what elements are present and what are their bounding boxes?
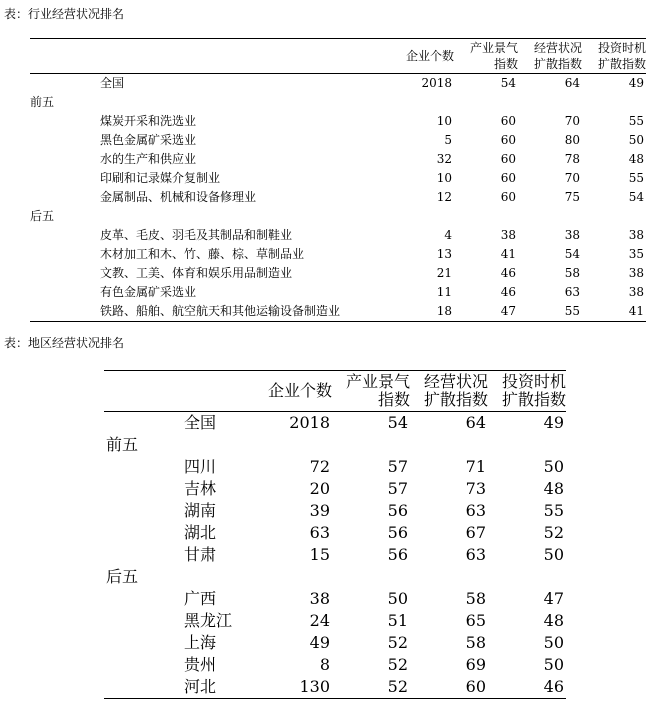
group-label: 后五 bbox=[30, 209, 55, 223]
prosperity-index-cell: 60 bbox=[500, 171, 516, 185]
column-header-count: 企业个数 bbox=[390, 39, 454, 74]
operation-index-cell: 73 bbox=[465, 479, 486, 498]
investment-index-cell: 35 bbox=[628, 247, 644, 261]
header-blank bbox=[30, 39, 390, 74]
investment-index-cell: 50 bbox=[628, 133, 644, 147]
table-row bbox=[104, 478, 566, 500]
investment-index-cell: 52 bbox=[543, 523, 564, 542]
table-row bbox=[30, 302, 646, 322]
prosperity-index-cell: 60 bbox=[500, 190, 516, 204]
count-cell: 63 bbox=[309, 523, 330, 542]
table-row bbox=[30, 188, 646, 207]
header-blank bbox=[104, 371, 254, 412]
operation-index-cell: 67 bbox=[465, 523, 486, 542]
investment-index-cell: 55 bbox=[628, 171, 644, 185]
group-label: 前五 bbox=[30, 95, 55, 109]
row-name-cell: 皮革、毛皮、羽毛及其制品和制鞋业 bbox=[100, 228, 293, 242]
row-name-cell: 上海 bbox=[184, 633, 217, 652]
prosperity-index-cell: 38 bbox=[500, 228, 516, 242]
operation-index-cell: 38 bbox=[564, 228, 580, 242]
table-row bbox=[104, 522, 566, 544]
table-row bbox=[30, 169, 646, 188]
count-cell: 38 bbox=[309, 589, 330, 608]
operation-index-cell: 69 bbox=[465, 655, 486, 674]
table-row bbox=[30, 283, 646, 302]
region-ranking-table bbox=[104, 370, 566, 699]
investment-index-cell: 38 bbox=[628, 285, 644, 299]
table-row bbox=[30, 264, 646, 283]
count-cell: 12 bbox=[436, 190, 452, 204]
count-cell: 10 bbox=[436, 171, 452, 185]
investment-index-cell: 50 bbox=[543, 457, 564, 476]
investment-index-cell: 55 bbox=[628, 114, 644, 128]
row-name-cell: 金属制品、机械和设备修理业 bbox=[100, 190, 257, 204]
investment-index-cell: 54 bbox=[628, 190, 644, 204]
group-header-row bbox=[30, 93, 646, 112]
investment-index-cell: 47 bbox=[543, 589, 564, 608]
table-row bbox=[30, 226, 646, 245]
table-row bbox=[104, 588, 566, 610]
table-row bbox=[104, 610, 566, 632]
operation-index-cell: 58 bbox=[564, 266, 580, 280]
prosperity-index-cell: 60 bbox=[500, 133, 516, 147]
prosperity-index-cell: 60 bbox=[500, 114, 516, 128]
prosperity-index-cell: 54 bbox=[500, 76, 516, 90]
count-cell: 20 bbox=[309, 479, 330, 498]
row-name-cell: 煤炭开采和洗选业 bbox=[100, 114, 197, 128]
region-header-row bbox=[104, 371, 566, 412]
operation-index-cell: 63 bbox=[465, 501, 486, 520]
table-row bbox=[104, 544, 566, 566]
column-header-prosperity: 产业景气 指数 bbox=[332, 371, 410, 412]
prosperity-index-cell: 52 bbox=[387, 655, 408, 674]
prosperity-index-cell: 46 bbox=[500, 266, 516, 280]
count-cell: 11 bbox=[436, 285, 452, 299]
group-header-row bbox=[104, 434, 566, 456]
count-cell: 10 bbox=[436, 114, 452, 128]
table-row bbox=[30, 112, 646, 131]
row-name-cell: 贵州 bbox=[184, 655, 217, 674]
operation-index-cell: 80 bbox=[564, 133, 580, 147]
investment-index-cell: 41 bbox=[582, 302, 646, 322]
table-row bbox=[30, 74, 646, 94]
count-cell: 5 bbox=[444, 133, 452, 147]
count-cell: 24 bbox=[309, 611, 330, 630]
operation-index-cell: 63 bbox=[465, 545, 486, 564]
count-cell: 130 bbox=[254, 676, 332, 699]
operation-index-cell: 70 bbox=[564, 114, 580, 128]
row-name-cell: 全国 bbox=[184, 413, 217, 432]
table-row bbox=[104, 676, 566, 699]
table-row bbox=[104, 654, 566, 676]
row-name-cell: 木材加工和木、竹、藤、棕、草制品业 bbox=[100, 247, 305, 261]
operation-index-cell: 55 bbox=[518, 302, 582, 322]
table-row bbox=[104, 632, 566, 654]
column-header-prosperity: 产业景气 指数 bbox=[454, 39, 518, 74]
column-header-count: 企业个数 bbox=[254, 371, 332, 412]
investment-index-cell: 49 bbox=[543, 413, 564, 432]
investment-index-cell: 48 bbox=[543, 611, 564, 630]
prosperity-index-cell: 46 bbox=[500, 285, 516, 299]
operation-index-cell: 63 bbox=[564, 285, 580, 299]
investment-index-cell: 48 bbox=[543, 479, 564, 498]
operation-index-cell: 54 bbox=[564, 247, 580, 261]
operation-index-cell: 58 bbox=[465, 589, 486, 608]
prosperity-index-cell: 54 bbox=[387, 413, 408, 432]
column-header-investment: 投资时机 扩散指数 bbox=[582, 39, 646, 74]
group-label: 前五 bbox=[106, 435, 139, 454]
row-name-cell: 甘肃 bbox=[184, 545, 217, 564]
investment-index-cell: 50 bbox=[543, 545, 564, 564]
row-name-cell: 湖南 bbox=[184, 501, 217, 520]
operation-index-cell: 75 bbox=[564, 190, 580, 204]
industry-ranking-table bbox=[30, 38, 646, 322]
group-label: 后五 bbox=[106, 567, 139, 586]
table-row bbox=[104, 500, 566, 522]
investment-index-cell: 55 bbox=[543, 501, 564, 520]
investment-index-cell: 38 bbox=[628, 266, 644, 280]
prosperity-index-cell: 47 bbox=[454, 302, 518, 322]
investment-index-cell: 38 bbox=[628, 228, 644, 242]
row-name-cell: 印刷和记录媒介复制业 bbox=[100, 171, 221, 185]
operation-index-cell: 78 bbox=[564, 152, 580, 166]
prosperity-index-cell: 41 bbox=[500, 247, 516, 261]
prosperity-index-cell: 57 bbox=[387, 457, 408, 476]
row-name-cell: 吉林 bbox=[184, 479, 217, 498]
count-cell: 2018 bbox=[421, 76, 452, 90]
count-cell: 8 bbox=[319, 655, 330, 674]
count-cell: 18 bbox=[390, 302, 454, 322]
column-header-investment: 投资时机 扩散指数 bbox=[488, 371, 566, 412]
count-cell: 21 bbox=[436, 266, 452, 280]
row-name-cell: 广西 bbox=[184, 589, 217, 608]
operation-index-cell: 64 bbox=[465, 413, 486, 432]
row-name-cell: 全国 bbox=[100, 76, 125, 90]
count-cell: 72 bbox=[309, 457, 330, 476]
operation-index-cell: 70 bbox=[564, 171, 580, 185]
investment-index-cell: 48 bbox=[628, 152, 644, 166]
operation-index-cell: 58 bbox=[465, 633, 486, 652]
column-header-operation: 经营状况 扩散指数 bbox=[410, 371, 488, 412]
operation-index-cell: 65 bbox=[465, 611, 486, 630]
count-cell: 2018 bbox=[289, 413, 330, 432]
prosperity-index-cell: 57 bbox=[387, 479, 408, 498]
investment-index-cell: 49 bbox=[628, 76, 644, 90]
table-row bbox=[30, 131, 646, 150]
count-cell: 13 bbox=[436, 247, 452, 261]
group-header-row bbox=[104, 566, 566, 588]
count-cell: 39 bbox=[309, 501, 330, 520]
row-name-cell: 湖北 bbox=[184, 523, 217, 542]
investment-index-cell: 50 bbox=[543, 655, 564, 674]
row-name-cell: 文教、工美、体育和娱乐用品制造业 bbox=[100, 266, 293, 280]
operation-index-cell: 64 bbox=[564, 76, 580, 90]
table-row bbox=[30, 245, 646, 264]
count-cell: 32 bbox=[436, 152, 452, 166]
row-name-cell: 黑色金属矿采选业 bbox=[100, 133, 197, 147]
prosperity-index-cell: 50 bbox=[387, 589, 408, 608]
row-name-cell: 四川 bbox=[184, 457, 217, 476]
table-row bbox=[104, 412, 566, 435]
row-name-cell: 铁路、船舶、航空航天和其他运输设备制造业 bbox=[30, 302, 390, 322]
prosperity-index-cell: 56 bbox=[387, 501, 408, 520]
row-name-cell: 黑龙江 bbox=[184, 611, 233, 630]
prosperity-index-cell: 52 bbox=[332, 676, 410, 699]
table-row bbox=[104, 456, 566, 478]
investment-index-cell: 46 bbox=[488, 676, 566, 699]
prosperity-index-cell: 56 bbox=[387, 545, 408, 564]
industry-table-caption: 表：行业经营状况排名 bbox=[4, 7, 125, 21]
operation-index-cell: 60 bbox=[410, 676, 488, 699]
row-name-cell: 河北 bbox=[104, 676, 254, 699]
prosperity-index-cell: 52 bbox=[387, 633, 408, 652]
group-header-row bbox=[30, 207, 646, 226]
investment-index-cell: 50 bbox=[543, 633, 564, 652]
prosperity-index-cell: 56 bbox=[387, 523, 408, 542]
prosperity-index-cell: 60 bbox=[500, 152, 516, 166]
row-name-cell: 有色金属矿采选业 bbox=[100, 285, 197, 299]
row-name-cell: 水的生产和供应业 bbox=[100, 152, 197, 166]
count-cell: 15 bbox=[309, 545, 330, 564]
count-cell: 49 bbox=[309, 633, 330, 652]
industry-header-row bbox=[30, 39, 646, 74]
table-row bbox=[30, 150, 646, 169]
operation-index-cell: 71 bbox=[465, 457, 486, 476]
prosperity-index-cell: 51 bbox=[387, 611, 408, 630]
region-table-caption: 表：地区经营状况排名 bbox=[4, 336, 125, 350]
count-cell: 4 bbox=[444, 228, 452, 242]
column-header-operation: 经营状况 扩散指数 bbox=[518, 39, 582, 74]
